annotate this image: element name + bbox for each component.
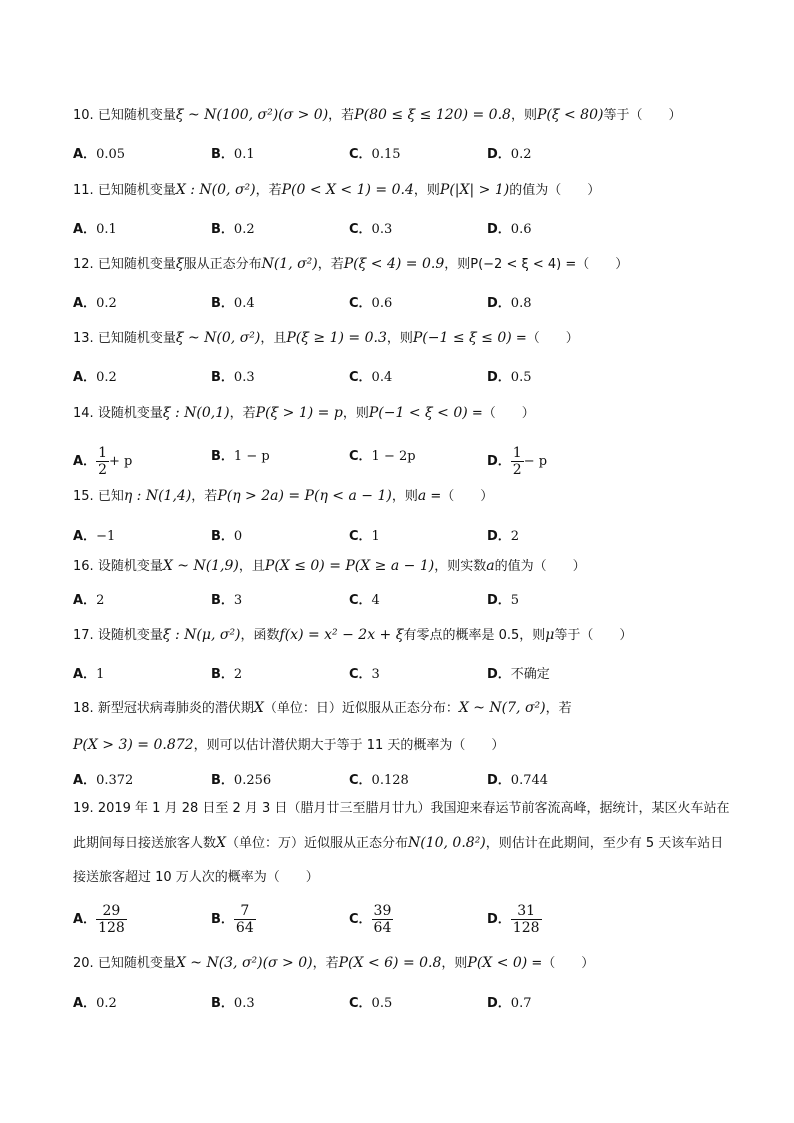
question-16 xyxy=(73,556,586,577)
math-expr: P(X < 0) xyxy=(467,955,528,971)
option-value: 0.128 xyxy=(371,773,409,788)
option-letter: A． xyxy=(73,912,97,927)
option-letter: B． xyxy=(211,449,234,464)
option-letter: A． xyxy=(73,773,97,788)
option-value: 4 xyxy=(371,593,380,608)
option-letter: C． xyxy=(349,996,372,1011)
option-value: + p xyxy=(108,454,133,469)
option-letter: A． xyxy=(73,996,97,1011)
question-text: 已知 xyxy=(97,489,124,504)
option-b[interactable] xyxy=(211,218,255,237)
option-value: 3 xyxy=(371,667,380,682)
math-expr: X ~ N(7, σ²) xyxy=(458,700,546,716)
math-expr: ξ ~ N(100, σ²)(σ > 0) xyxy=(175,107,329,123)
option-value: 0.2 xyxy=(96,296,117,311)
question-text: ，则实数 xyxy=(434,559,487,574)
question-19-options xyxy=(73,903,733,943)
math-expr: P(X < 6) = 0.8 xyxy=(338,955,442,971)
question-20-options xyxy=(73,992,733,1012)
option-letter: B． xyxy=(211,996,234,1011)
option-value: 0.6 xyxy=(510,222,532,237)
option-letter: C． xyxy=(349,912,372,927)
option-letter: D． xyxy=(487,912,511,927)
question-text: 已知随机变量 xyxy=(97,331,176,346)
question-text: ，若 xyxy=(317,257,344,272)
math-expr: P(|X| > 1) xyxy=(439,182,510,198)
option-value: 1 xyxy=(96,667,105,682)
denominator: 64 xyxy=(235,920,254,936)
question-text: （单位：日）近似服从正态分布： xyxy=(263,701,459,716)
option-letter: B． xyxy=(211,667,234,682)
question-text: 等于（ ） xyxy=(554,628,633,643)
option-letter: A． xyxy=(73,296,97,311)
option-d[interactable] xyxy=(487,769,548,788)
option-letter: B． xyxy=(211,593,234,608)
option-d[interactable] xyxy=(487,992,531,1011)
option-a[interactable] xyxy=(73,903,127,936)
math-expr: X : N(0, σ²) xyxy=(175,182,256,198)
option-letter: A． xyxy=(73,147,97,162)
denominator: 2 xyxy=(512,462,522,478)
option-a[interactable] xyxy=(73,992,117,1011)
option-value: 0.256 xyxy=(233,773,272,788)
option-value: 0.2 xyxy=(96,996,117,1011)
option-letter: D． xyxy=(487,529,511,544)
option-c[interactable] xyxy=(349,769,409,788)
option-a[interactable] xyxy=(73,525,115,544)
numerator: 31 xyxy=(511,903,542,920)
math-expr: P(0 < X < 1) = 0.4 xyxy=(281,182,414,198)
option-value: 2 xyxy=(233,667,243,682)
option-value: 0.8 xyxy=(510,296,532,311)
math-expr: ξ ~ N(0, σ²) xyxy=(175,330,261,346)
math-expr: η : N(1,4) xyxy=(123,488,192,504)
question-text: ，若 xyxy=(545,701,572,716)
option-value: 0.4 xyxy=(371,370,393,385)
option-letter: C． xyxy=(349,147,372,162)
option-value: 不确定 xyxy=(510,667,550,682)
option-value: 2 xyxy=(96,593,105,608)
question-17 xyxy=(73,625,632,646)
option-b[interactable] xyxy=(211,663,242,682)
option-letter: A． xyxy=(73,529,97,544)
option-c[interactable] xyxy=(349,445,416,464)
option-d[interactable] xyxy=(487,589,519,608)
option-value: 0.5 xyxy=(510,370,532,385)
option-d[interactable] xyxy=(487,143,531,162)
math-expr: ξ xyxy=(175,256,184,272)
fraction xyxy=(511,445,524,478)
option-b[interactable] xyxy=(211,992,255,1011)
math-expr: X ~ N(1,9) xyxy=(162,558,239,574)
option-value: − p xyxy=(523,454,548,469)
question-text: ，则 xyxy=(391,489,418,504)
option-letter: D． xyxy=(487,370,511,385)
question-text: （单位：万）近似服从正态分布 xyxy=(225,836,408,851)
question-17-options xyxy=(73,663,733,683)
question-text: ，若 xyxy=(328,108,355,123)
question-12 xyxy=(73,254,628,275)
fraction xyxy=(96,903,127,936)
question-text: 设随机变量 xyxy=(97,406,163,421)
math-expr: P(ξ ≥ 1) = 0.3 xyxy=(286,330,387,346)
math-expr: P(X ≤ 0) = P(X ≥ a − 1) xyxy=(264,558,435,574)
question-number: 17. xyxy=(73,628,94,643)
option-a[interactable] xyxy=(73,292,117,311)
option-letter: D． xyxy=(487,222,511,237)
math-expr: P(ξ > 1) = p xyxy=(255,405,343,421)
question-number: 11. xyxy=(73,183,94,198)
math-expr: f(x) = x² − 2x + ξ xyxy=(279,627,404,643)
denominator: 128 xyxy=(512,920,540,936)
option-letter: B． xyxy=(211,529,234,544)
question-text: 等于（ ） xyxy=(603,108,682,123)
question-12-options xyxy=(73,292,733,312)
option-value: 0.744 xyxy=(510,773,549,788)
question-text: 有零点的概率是 0.5，则 xyxy=(403,628,546,643)
option-letter: D． xyxy=(487,593,511,608)
option-letter: D． xyxy=(487,147,511,162)
math-expr: N(10, 0.8²) xyxy=(408,835,486,851)
option-b[interactable] xyxy=(211,292,255,311)
question-text: ，则估计在此期间，至少有 5 天该车站日接送旅客超过 10 万人次的概率为（ ） xyxy=(73,836,724,885)
option-value: 0.3 xyxy=(371,222,393,237)
math-expr: μ xyxy=(545,627,555,643)
option-b[interactable] xyxy=(211,769,271,788)
option-letter: C． xyxy=(349,370,372,385)
math-expr: a xyxy=(417,488,427,504)
option-value: 0.7 xyxy=(510,996,532,1011)
option-value: 0.2 xyxy=(233,222,255,237)
math-expr: P(80 ≤ ξ ≤ 120) = 0.8 xyxy=(354,107,511,123)
question-text: ，且 xyxy=(238,559,265,574)
math-expr: P(−1 < ξ < 0) xyxy=(368,405,468,421)
option-letter: C． xyxy=(349,529,372,544)
fraction xyxy=(511,903,542,936)
option-letter: C． xyxy=(349,667,372,682)
math-expr: P(ξ < 80) xyxy=(536,107,604,123)
question-18-line-2 xyxy=(73,735,504,756)
numerator: 39 xyxy=(373,903,392,919)
question-text: 的值为（ ） xyxy=(509,183,601,198)
option-b[interactable] xyxy=(211,589,242,608)
option-value: 0.2 xyxy=(510,147,532,162)
option-letter: B． xyxy=(211,147,234,162)
option-value: 2 xyxy=(510,529,520,544)
question-18-line-1 xyxy=(73,698,572,719)
option-value: 0.4 xyxy=(233,296,255,311)
option-value: 3 xyxy=(233,593,243,608)
option-letter: A． xyxy=(73,593,97,608)
question-text: ，则 xyxy=(342,406,369,421)
question-text: =（ ） xyxy=(426,489,494,504)
question-text: 设随机变量 xyxy=(97,628,163,643)
numerator: 7 xyxy=(234,903,256,920)
option-d[interactable] xyxy=(487,525,519,544)
option-value: 0.15 xyxy=(371,147,401,162)
fraction xyxy=(372,903,394,936)
option-b[interactable] xyxy=(211,366,255,385)
question-14 xyxy=(73,403,535,424)
option-b[interactable] xyxy=(211,903,256,936)
question-text: ，则 xyxy=(441,956,468,971)
question-text: ，若 xyxy=(229,406,256,421)
option-c[interactable] xyxy=(349,663,380,682)
question-number: 14. xyxy=(73,406,94,421)
option-letter: A． xyxy=(73,370,97,385)
option-c[interactable] xyxy=(349,218,392,237)
math-expr: X ~ N(3, σ²)(σ > 0) xyxy=(175,955,313,971)
option-letter: D． xyxy=(487,296,511,311)
option-d[interactable] xyxy=(487,218,531,237)
option-c[interactable] xyxy=(349,903,393,936)
question-number: 19. xyxy=(73,801,94,816)
question-text: ，则 xyxy=(386,331,413,346)
option-value: 5 xyxy=(510,593,520,608)
option-a[interactable] xyxy=(73,589,104,608)
question-text: 已知随机变量 xyxy=(97,108,176,123)
question-15 xyxy=(73,486,493,507)
question-10-options xyxy=(73,143,733,163)
question-10 xyxy=(73,105,681,126)
denominator: 128 xyxy=(98,920,125,936)
option-value: 0.05 xyxy=(96,147,126,162)
option-letter: D． xyxy=(487,773,511,788)
math-expr: ξ : N(μ, σ²) xyxy=(162,627,241,643)
option-letter: B． xyxy=(211,773,234,788)
question-text: ，若 xyxy=(191,489,218,504)
math-expr: a xyxy=(486,558,495,574)
question-18-options xyxy=(73,769,733,789)
option-value: 0.3 xyxy=(233,370,255,385)
question-text: 已知随机变量 xyxy=(97,183,176,198)
option-c[interactable] xyxy=(349,292,392,311)
numerator: 29 xyxy=(96,903,127,920)
question-text: 设随机变量 xyxy=(97,559,163,574)
question-number: 15. xyxy=(73,489,94,504)
option-value: 0.1 xyxy=(96,222,117,237)
question-text: 的值为（ ） xyxy=(494,559,586,574)
option-value: 1 − 2p xyxy=(371,449,416,464)
question-text: =（ ） xyxy=(527,956,595,971)
question-text: ，若 xyxy=(312,956,339,971)
option-letter: C． xyxy=(349,296,372,311)
option-letter: A． xyxy=(73,454,97,469)
option-letter: B． xyxy=(211,370,234,385)
option-b[interactable] xyxy=(211,445,270,464)
option-a[interactable] xyxy=(73,366,117,385)
question-text: ，则 xyxy=(413,183,440,198)
question-number: 20. xyxy=(73,956,94,971)
question-text: 2019 年 1 月 28 日至 2 月 3 日（腊月廿三至腊月廿九）我国迎来春运节前客流高峰，据统计，某区火车站在此期间每日接送旅客人数 xyxy=(73,801,730,851)
math-expr: P(ξ < 4) = 0.9 xyxy=(343,256,445,272)
question-number: 10. xyxy=(73,108,94,123)
option-value: 0 xyxy=(233,529,243,544)
option-c[interactable] xyxy=(349,525,380,544)
math-expr: P(−1 ≤ ξ ≤ 0) xyxy=(412,330,512,346)
question-number: 16. xyxy=(73,559,94,574)
option-d[interactable] xyxy=(487,366,531,385)
option-value: 0.372 xyxy=(96,773,134,788)
denominator: 64 xyxy=(373,920,392,936)
math-expr: ξ : N(0,1) xyxy=(162,405,230,421)
question-15-options xyxy=(73,525,733,545)
option-letter: C． xyxy=(349,222,372,237)
option-d[interactable] xyxy=(487,663,550,682)
option-d[interactable] xyxy=(487,903,542,936)
question-text: ，若 xyxy=(255,183,282,198)
option-a[interactable] xyxy=(73,143,125,162)
option-value: 0.1 xyxy=(233,147,255,162)
math-expr: X xyxy=(216,835,226,851)
question-text: =（ ） xyxy=(511,331,579,346)
option-value: 0.5 xyxy=(371,996,393,1011)
question-14-options xyxy=(73,445,733,485)
option-letter: B． xyxy=(211,222,234,237)
option-c[interactable] xyxy=(349,589,380,608)
option-letter: B． xyxy=(211,296,234,311)
option-c[interactable] xyxy=(349,992,392,1011)
option-a[interactable] xyxy=(73,218,117,237)
option-value: 0.2 xyxy=(96,370,117,385)
option-letter: C． xyxy=(349,773,372,788)
option-letter: D． xyxy=(487,454,511,469)
option-b[interactable] xyxy=(211,525,242,544)
option-value: 0.6 xyxy=(371,296,393,311)
question-number: 13. xyxy=(73,331,94,346)
question-11 xyxy=(73,180,600,201)
option-c[interactable] xyxy=(349,143,401,162)
option-letter: D． xyxy=(487,667,511,682)
question-text: 新型冠状病毒肺炎的潜伏期 xyxy=(97,701,254,716)
option-c[interactable] xyxy=(349,366,392,385)
option-a[interactable] xyxy=(73,445,132,478)
math-expr: P(X > 3) = 0.872 xyxy=(73,737,194,753)
question-13 xyxy=(73,328,579,349)
option-b[interactable] xyxy=(211,143,255,162)
option-a[interactable] xyxy=(73,769,133,788)
option-value: 1 xyxy=(371,529,380,544)
question-16-options xyxy=(73,589,733,609)
denominator: 2 xyxy=(98,462,107,478)
option-letter: C． xyxy=(349,593,372,608)
math-expr: P(η > 2a) = P(η < a − 1) xyxy=(217,488,392,504)
option-a[interactable] xyxy=(73,663,104,682)
option-letter: A． xyxy=(73,667,97,682)
question-text: ，函数 xyxy=(240,628,280,643)
option-letter: B． xyxy=(211,912,234,927)
question-number: 12. xyxy=(73,257,94,272)
question-text: =（ ） xyxy=(467,406,535,421)
question-text: ，且 xyxy=(260,331,287,346)
question-text: ，则P(−2 < ξ < 4) =（ ） xyxy=(444,257,629,272)
numerator: 1 xyxy=(512,445,522,461)
question-text: ，则 xyxy=(510,108,537,123)
option-value: 1 − p xyxy=(233,449,270,464)
option-letter: A． xyxy=(73,222,97,237)
numerator: 1 xyxy=(98,445,107,461)
question-13-options xyxy=(73,366,733,386)
math-expr: X xyxy=(253,700,264,716)
question-text: 已知随机变量 xyxy=(97,257,176,272)
question-text: 服从正态分布 xyxy=(183,257,262,272)
question-19 xyxy=(73,792,733,895)
fraction xyxy=(234,903,256,936)
option-letter: C． xyxy=(349,449,372,464)
question-20 xyxy=(73,953,594,974)
option-letter: D． xyxy=(487,996,511,1011)
question-text: 已知随机变量 xyxy=(97,956,176,971)
option-value: 0.3 xyxy=(233,996,255,1011)
option-d[interactable] xyxy=(487,292,531,311)
fraction xyxy=(96,445,109,478)
question-11-options xyxy=(73,218,733,238)
option-d[interactable] xyxy=(487,445,547,478)
math-expr: N(1, σ²) xyxy=(261,256,318,272)
question-text: ，则可以估计潜伏期大于等于 11 天的概率为（ ） xyxy=(193,738,505,753)
option-value: −1 xyxy=(96,529,116,544)
question-number: 18. xyxy=(73,701,94,716)
